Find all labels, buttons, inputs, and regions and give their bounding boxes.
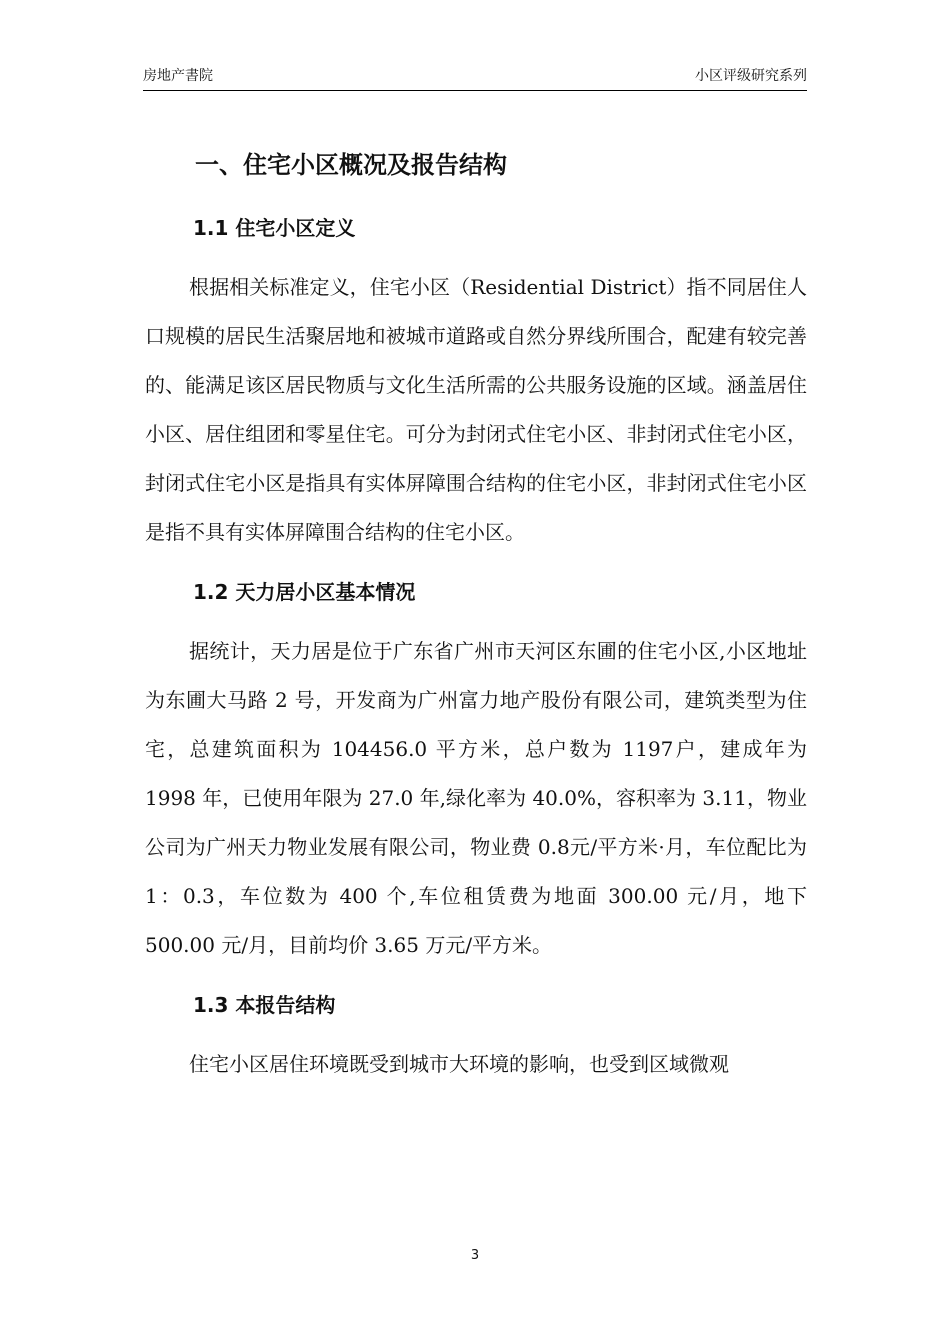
- document-body: [145, 140, 807, 1089]
- header-series-title: 小区评级研究系列: [695, 68, 807, 84]
- section-paragraph-1-2: 据统计，天力居是位于广东省广州市天河区东圃的住宅小区,小区地址为东圃大马路 2 号，开发商为广州富力地产股份有限公司，建筑类型为住宅，总建筑面积为 104456.0 平方米，总户数为 1197户，建成年为 1998 年，已使用年限为 27.0 年,绿化率为 40.0%，容积率为 3.11，物业公司为广州天力物业发展有限公司，物业费 0.8元/平方米·月，车位配比为 1：0.3，车位数为 400 个,车位租赁费为地面 300.00 元/月，地下 500.00 元/月，目前均价 3.65 万元/平方米。: [145, 639, 807, 957]
- chapter-title: 一、住宅小区概况及报告结构: [195, 151, 507, 179]
- header-publisher: 房地产書院: [143, 68, 213, 84]
- section-paragraph-1-3: 住宅小区居住环境既受到城市大环境的影响，也受到区域微观: [189, 1052, 729, 1076]
- section-heading-1-2: 1.2 天力居小区基本情况: [193, 580, 416, 604]
- section-heading-1-1: 1.1 住宅小区定义: [193, 216, 356, 240]
- page-number: 3: [470, 1248, 480, 1263]
- section-paragraph-1-1: 根据相关标准定义，住宅小区（Residential District）指不同居住人口规模的居民生活聚居地和被城市道路或自然分界线所围合，配建有较完善的、能满足该区居民物质与文化生活所需的公共服务设施的区域。涵盖居住小区、居住组团和零星住宅。可分为封闭式住宅小区、非封闭式住宅小区，封闭式住宅小区是指具有实体屏障围合结构的住宅小区，非封闭式住宅小区是指不具有实体屏障围合结构的住宅小区。: [145, 275, 807, 544]
- section-heading-1-3: 1.3 本报告结构: [193, 993, 336, 1017]
- page-header: [143, 66, 807, 91]
